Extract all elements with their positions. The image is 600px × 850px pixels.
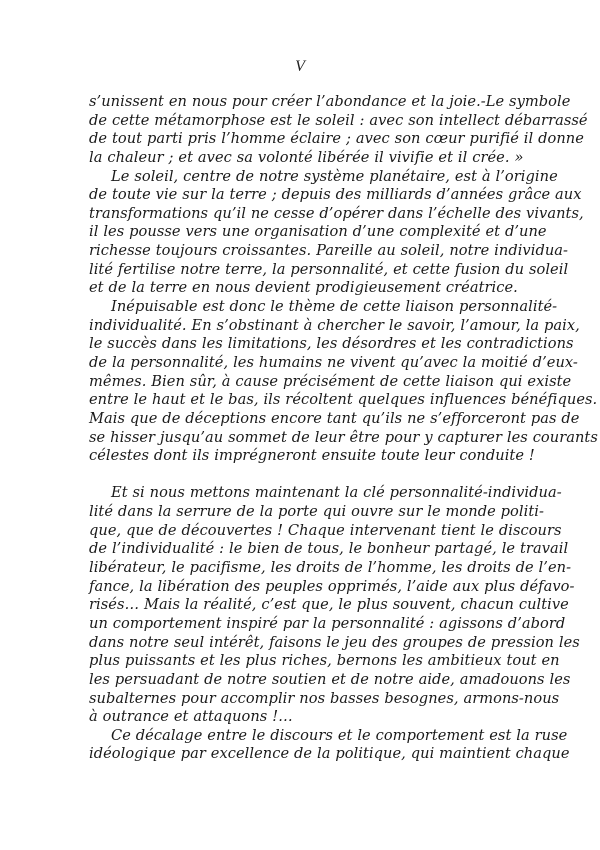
text-line: de l’individualité : le bien de tous, le bonheur partagé, le travail [89,540,569,558]
text-line: Inépuisable est donc le thème de cette liaison personnalité- [111,298,558,316]
body-text [89,93,598,764]
text-line: les persuadant de notre soutien et de notre aide, amadouons les [89,670,571,688]
paragraph [89,298,598,466]
text-line: individualité. En s’obstinant à chercher le savoir, l’amour, la paix, [89,316,580,334]
section-gap [89,466,522,485]
text-line: un comportement inspiré par la personnalité : agissons d’abord [89,614,566,632]
text-line: et de la terre en nous devient prodigieusement créatrice. [89,279,518,297]
text-line: richesse toujours croissantes. Pareille au soleil, notre individua- [89,242,569,260]
paragraph [89,726,570,764]
text-line: Mais que de déceptions encore tant qu’ils ne s’efforceront pas de [89,409,580,427]
text-line: fance, la libération des peuples opprimés, l’aide aux plus défavo- [89,577,575,595]
text-line: Le soleil, centre de notre système planétaire, est à l’origine [111,167,558,185]
paragraph [89,167,584,298]
text-line: que, que de découvertes ! Chaque intervenant tient le discours [89,521,562,539]
paragraph [89,484,580,726]
text-line: dans notre seul intérêt, faisons le jeu des groupes de pression les [89,633,580,651]
text-line: la chaleur ; et avec sa volonté libérée il vivifie et il crée. » [89,148,524,166]
text-line: de cette métamorphose est le soleil : avec son intellect débarrassé [89,111,588,129]
text-line: entre le haut et le bas, ils récoltent quelques influences bénéfiques. [89,391,598,409]
text-line: lité fertilise notre terre, la personnalité, et cette fusion du soleil [89,260,569,278]
text-line: de la personnalité, les humains ne vivent qu’avec la moitié d’eux- [89,353,578,371]
text-line: Et si nous mettons maintenant la clé personnalité-individua- [111,484,562,502]
text-line: mêmes. Bien sûr, à cause précisément de cette liaison qui existe [89,372,572,390]
paragraph [89,93,588,168]
text-line: célestes dont ils imprégneront ensuite toute leur conduite ! [89,447,535,465]
text-line: se hisser jusqu’au sommet de leur être pour y capturer les courants [89,428,598,446]
text-line: à outrance et attaquons !… [89,708,293,726]
text-line: il les pousse vers une organisation d’une complexité et d’une [89,223,547,241]
text-line: libérateur, le pacifisme, les droits de l’homme, les droits de l’en- [89,559,572,577]
text-line: le succès dans les limitations, les désordres et les contradictions [89,335,574,353]
text-line: idéologique par excellence de la politique, qui maintient chaque [89,745,570,763]
text-line: lité dans la serrure de la porte qui ouvre sur le monde politi- [89,503,544,521]
text-line: transformations qu’il ne cesse d’opérer dans l’échelle des vivants, [89,204,584,222]
text-line: plus puissants et les plus riches, bernons les ambitieux tout en [89,652,560,670]
text-line: de tout parti pris l’homme éclaire ; avec son cœur purifié il donne [89,130,584,148]
text-line: risés… Mais la réalité, c’est que, le plus souvent, chacun cultive [89,596,569,614]
text-line: Ce décalage entre le discours et le comportement est la ruse [111,726,568,744]
page-header: V [295,58,305,75]
text-line: s’unissent en nous pour créer l’abondance et la joie.-Le symbole [89,93,571,110]
text-line: de toute vie sur la terre ; depuis des milliards d’années grâce aux [89,186,582,204]
text-line: subalternes pour accomplir nos basses besognes, armons-nous [89,689,560,707]
